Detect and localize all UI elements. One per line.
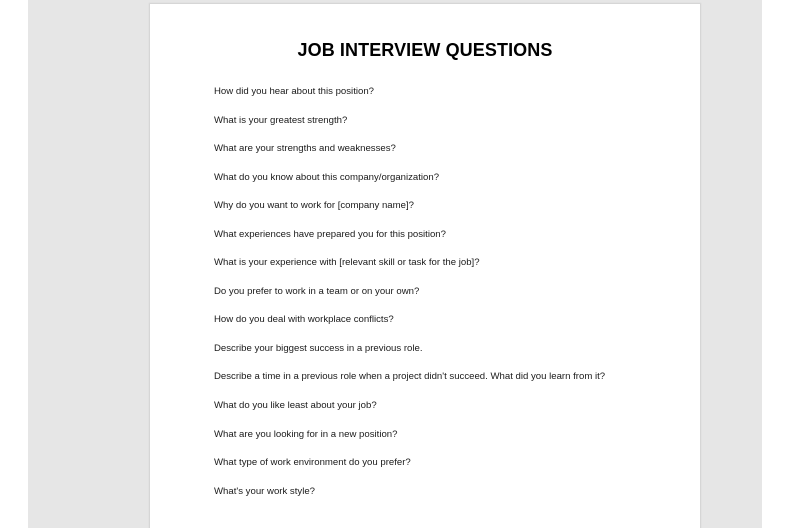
question-item: What's your work style? (214, 485, 315, 497)
question-item: What is your greatest strength? (214, 114, 348, 126)
document-canvas[interactable] (28, 0, 762, 528)
question-item: What type of work environment do you prefer? (214, 457, 411, 469)
question-item: What do you like least about your job? (214, 400, 377, 412)
question-item: Do you prefer to work in a team or on your own? (214, 285, 420, 297)
question-item: How do you deal with workplace conflicts? (214, 314, 394, 326)
question-item: Describe your biggest success in a previous role. (214, 342, 423, 354)
question-item: What experiences have prepared you for this position? (214, 228, 446, 240)
page-title: JOB INTERVIEW QUESTIONS (297, 40, 553, 60)
question-list (214, 82, 605, 510)
question-item: What is your experience with [relevant skill or task for the job]? (214, 257, 480, 269)
question-item: What do you know about this company/organization? (214, 171, 440, 183)
question-item: Describe a time in a previous role when a project didn't succeed. What did you learn from it? (214, 371, 606, 383)
question-item: How did you hear about this position? (214, 86, 374, 97)
document-page[interactable] (150, 4, 700, 528)
question-item: What are you looking for in a new position? (214, 428, 398, 440)
question-item: Why do you want to work for [company name]? (214, 200, 414, 212)
question-item: What are your strengths and weaknesses? (214, 143, 396, 155)
